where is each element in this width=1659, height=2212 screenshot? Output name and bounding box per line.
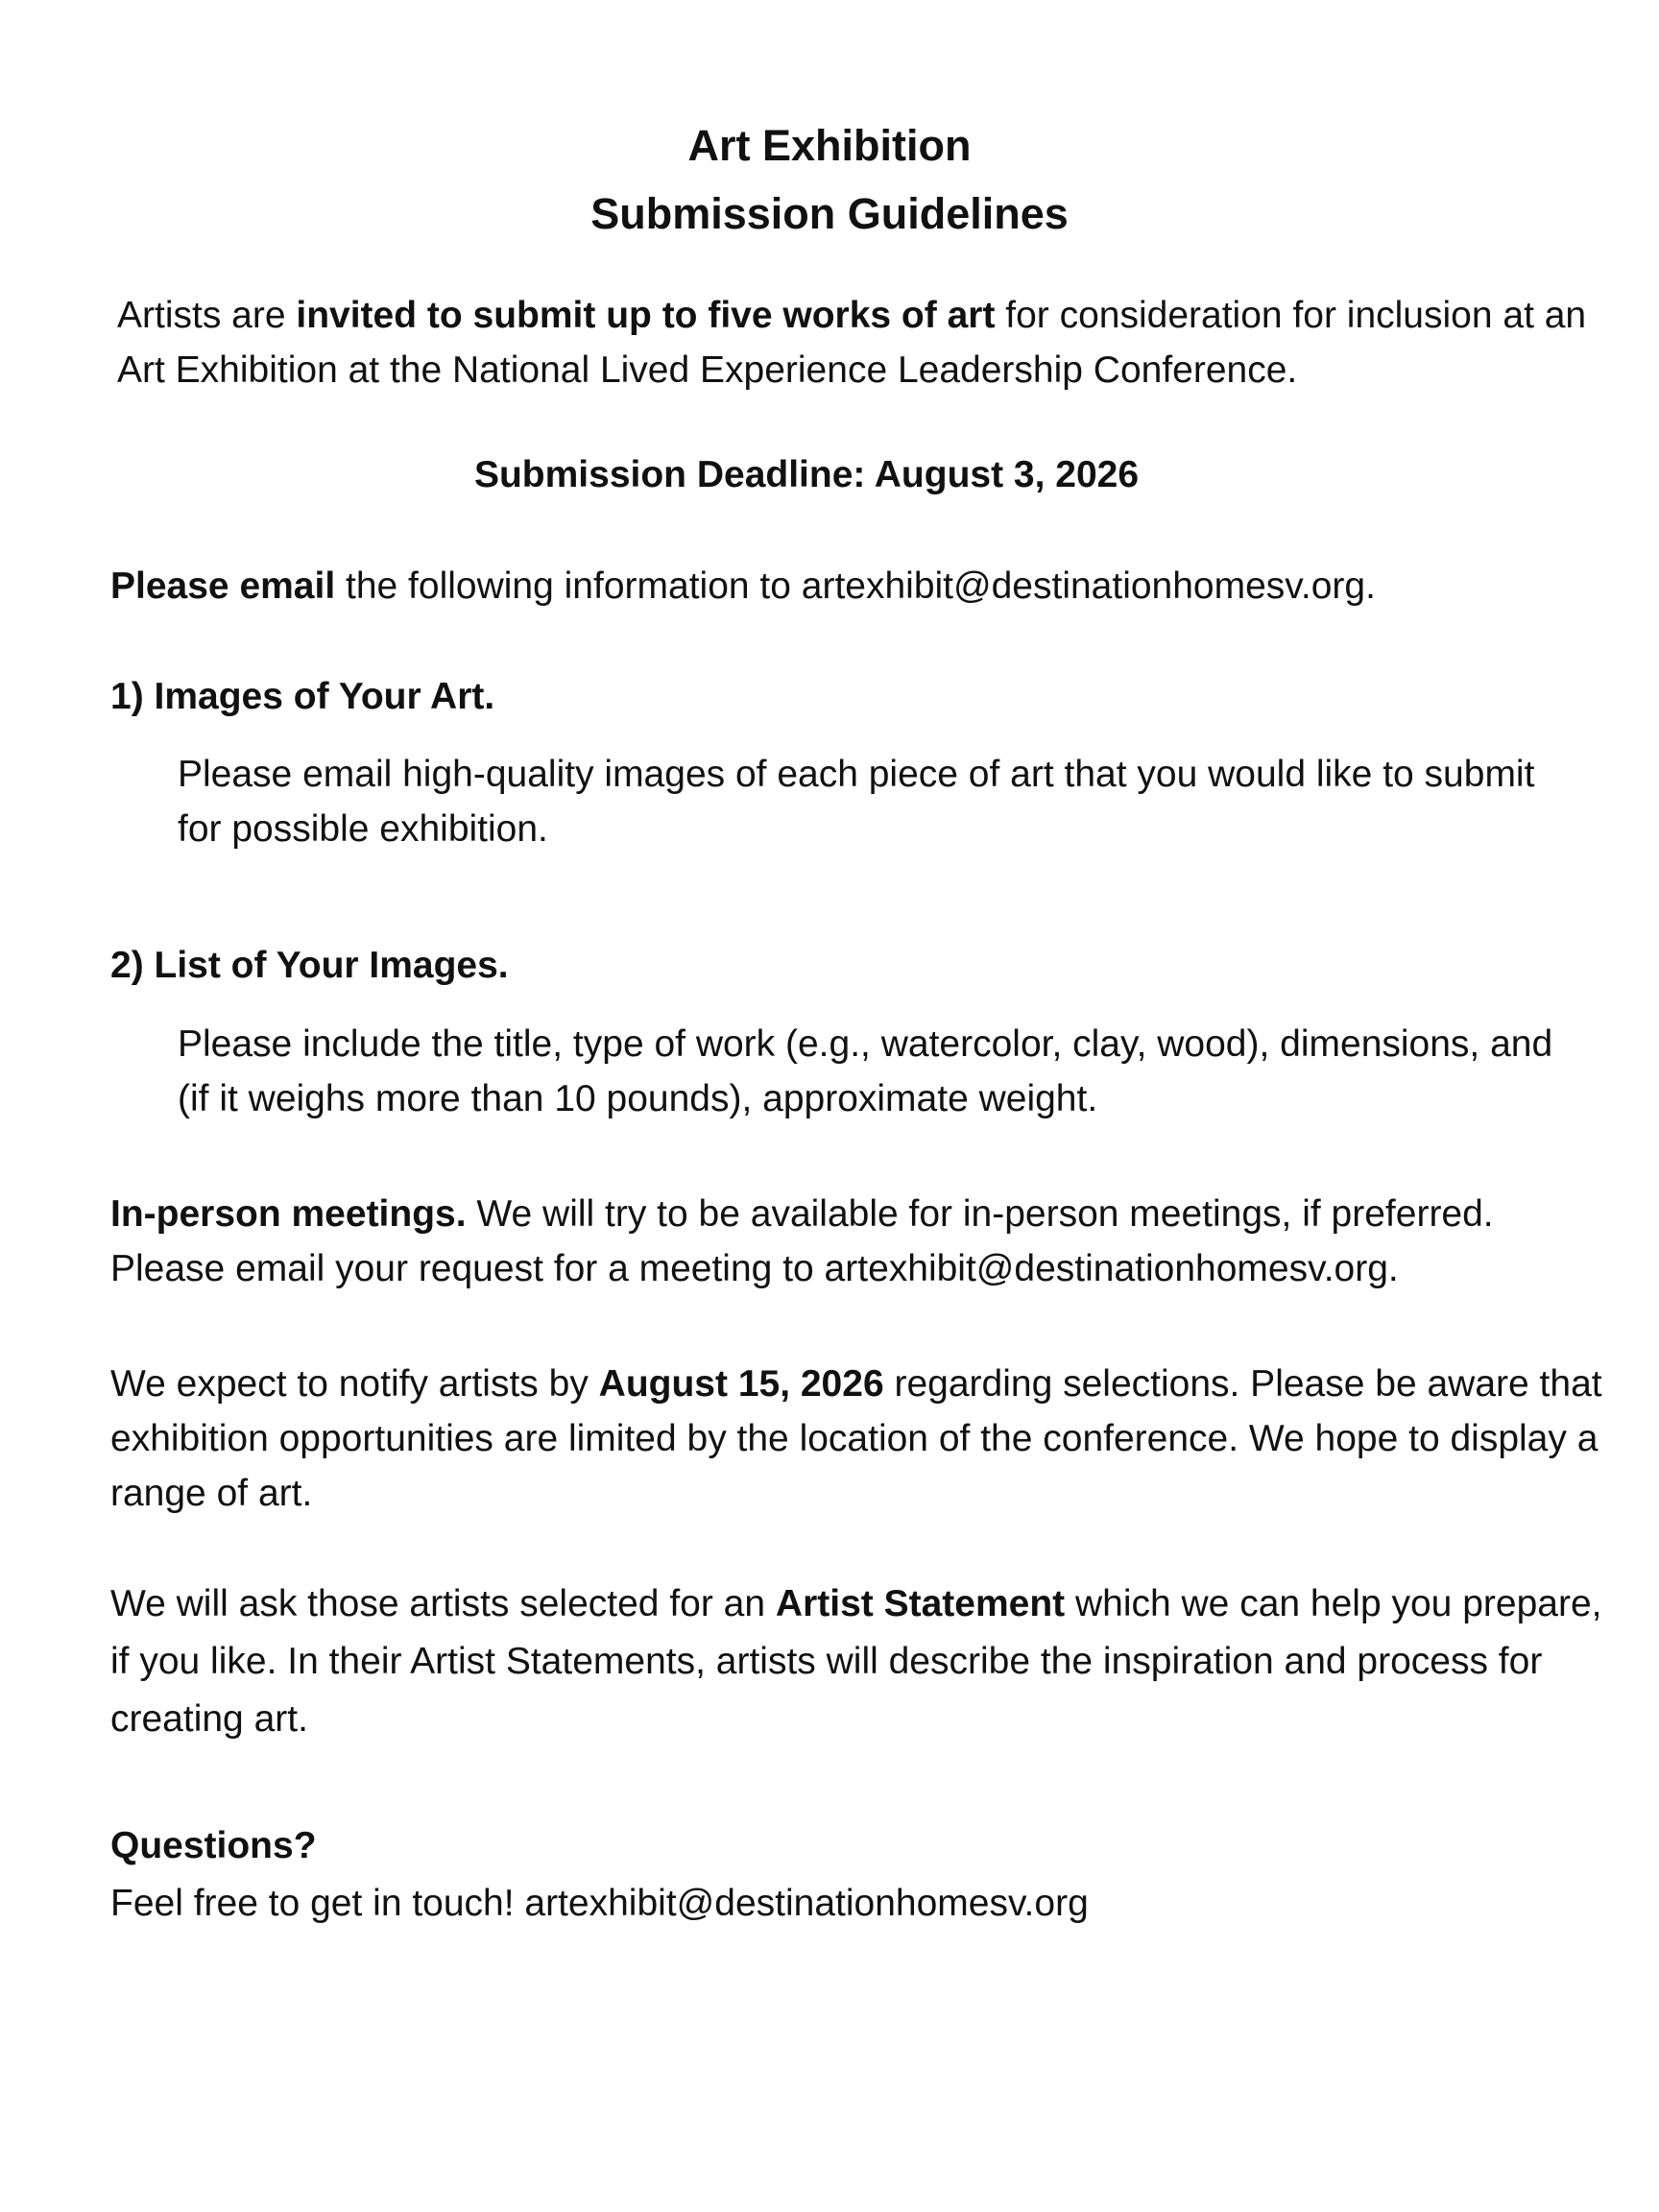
- intro-paragraph: [117, 288, 1596, 397]
- statement-post: which we can help you prepare, if you like. In their Artist Statements, artists will describe the inspiration and process for creating art.: [110, 1583, 1602, 1740]
- notify-date: August 15, 2026: [598, 1363, 884, 1405]
- submission-deadline: Submission Deadline: August 3, 2026: [473, 454, 1140, 495]
- intro-text-bold: invited to submit up to five works of art: [296, 295, 996, 336]
- intro-text-pre: Artists are: [117, 295, 297, 336]
- email-instruction-bold: Please email: [110, 565, 336, 607]
- section-2-body: Please include the title, type of work (e.g., watercolor, clay, wood), dimensions, and (if it weighs more than 10 pounds), approximate weight.: [178, 1023, 1553, 1119]
- section-2-heading: 2) List of Your Images.: [110, 945, 509, 986]
- artist-statement-paragraph: [110, 1575, 1608, 1748]
- statement-bold: Artist Statement: [775, 1583, 1066, 1624]
- section-1-body: Please email high-quality images of each piece of art that you would like to submit for possible exhibition.: [178, 754, 1535, 850]
- title-line-2: Submission Guidelines: [590, 189, 1069, 238]
- meetings-rest: We will try to be available for in-person meetings, if preferred. Please email your request for a meeting to artexhibit@destinationhomesv.org.: [110, 1193, 1494, 1289]
- questions-heading: Questions?: [110, 1825, 317, 1866]
- section-1-heading: 1) Images of Your Art.: [110, 676, 495, 717]
- intro-text-post: for consideration for inclusion at an Art Exhibition at the National Lived Experience Leadership Conference.: [117, 295, 1587, 391]
- notification-paragraph: [110, 1357, 1608, 1521]
- meetings-bold: In-person meetings.: [110, 1193, 467, 1235]
- questions-contact: Feel free to get in touch! artexhibit@destinationhomesv.org: [110, 1883, 1089, 1924]
- notify-pre: We expect to notify artists by: [110, 1363, 599, 1405]
- title-line-1: Art Exhibition: [687, 121, 972, 170]
- statement-pre: We will ask those artists selected for an: [110, 1583, 776, 1624]
- in-person-meetings-paragraph: [110, 1187, 1608, 1296]
- email-instruction: [110, 559, 1608, 613]
- notify-post: regarding selections. Please be aware that exhibition opportunities are limited by the location of the conference. We hope to display a range of art.: [110, 1363, 1602, 1514]
- email-instruction-rest: the following information to artexhibit@destinationhomesv.org.: [335, 565, 1376, 607]
